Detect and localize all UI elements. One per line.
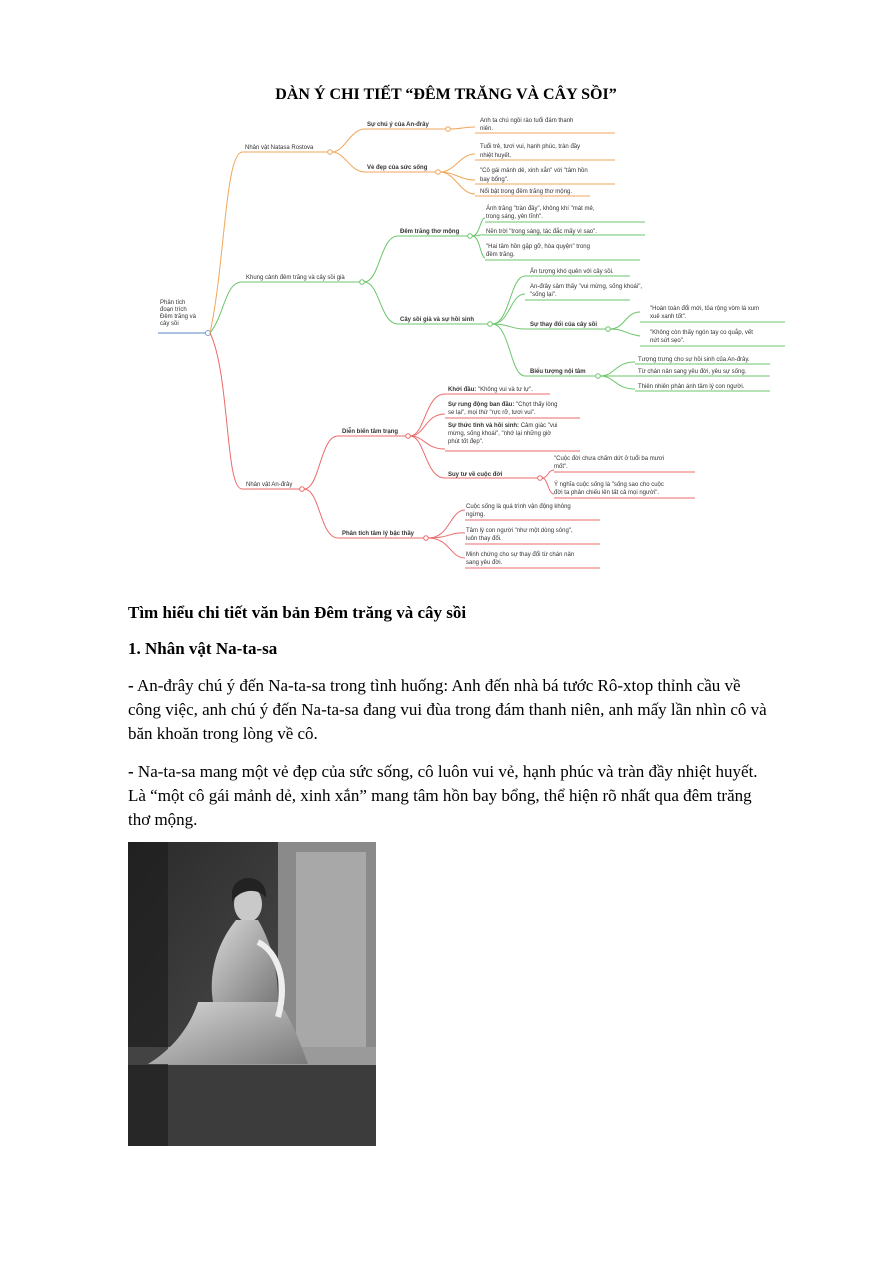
svg-text:"Cô gái mảnh dẻ, xinh xắn" với: "Cô gái mảnh dẻ, xinh xắn" với "tâm hồn: [480, 168, 588, 174]
svg-text:luôn thay đổi.: luôn thay đổi.: [466, 536, 502, 542]
svg-text:Thiên nhiên phản ánh tâm lý co: Thiên nhiên phản ánh tâm lý con người.: [638, 384, 745, 390]
section-heading: Tìm hiểu chi tiết văn bản Đêm trăng và cây sồi: [128, 603, 467, 622]
mind-map: [130, 114, 790, 574]
page-title: DÀN Ý CHI TIẾT “ĐÊM TRĂNG VÀ CÂY SỒI”: [275, 86, 617, 103]
svg-text:mừng, sống khoái", "nhớ lại nh: mừng, sống khoái", "nhớ lại những giờ: [448, 431, 552, 437]
svg-text:Anh ta chú ngồi rào tuổi đám t: Anh ta chú ngồi rào tuổi đám thanh: [480, 118, 574, 124]
svg-text:Sự chú ý của An-đrây: Sự chú ý của An-đrây: [367, 122, 429, 128]
svg-text:nhiệt huyết.: nhiệt huyết.: [480, 153, 512, 159]
svg-text:Sự rung động ban đầu: "Chợt th: Sự rung động ban đầu: "Chợt thấy lòng: [448, 402, 558, 408]
sub-heading: 1. Nhân vật Na-ta-sa: [128, 639, 278, 658]
svg-text:Tâm lý con người "như một dòng: Tâm lý con người "như một dòng sông",: [466, 528, 573, 534]
mindmap-root: [158, 300, 211, 336]
svg-text:Cây sồi già và sự hồi sinh: Cây sồi già và sự hồi sinh: [400, 317, 475, 323]
svg-text:Tượng trưng cho sự hồi sinh củ: Tượng trưng cho sự hồi sinh của An-đrây.: [638, 357, 750, 363]
svg-text:An-đrây sâm thấy "vui mừng, số: An-đrây sâm thấy "vui mừng, sống khoái",: [530, 284, 642, 290]
svg-text:Sự thay đổi của cây sồi: Sự thay đổi của cây sồi: [530, 322, 598, 328]
svg-text:Ấn tượng khó quên với cây sồi.: Ấn tượng khó quên với cây sồi.: [530, 269, 614, 275]
svg-text:Nền trời "trong sáng, tác đắc: Nền trời "trong sáng, tác đắc mấy vì sao".: [486, 229, 597, 235]
paragraph-2: - Na-ta-sa mang một vẻ đẹp của sức sống, cô luôn vui vẻ, hạnh phúc và tràn đầy nhiệt huyết. Là “một cô gái mảnh dẻ, xinh xắn” mang tâm hồn bay bổng, thể hiện rõ nhất qua đêm trăng thơ mộng.: [128, 762, 758, 829]
svg-text:bay bổng".: bay bổng".: [480, 177, 509, 183]
svg-text:Phân tích tâm lý bậc thầy: Phân tích tâm lý bậc thầy: [342, 531, 415, 537]
svg-text:Phân tích: Phân tích: [160, 300, 186, 306]
svg-text:Sự thức tỉnh và hồi sinh: Cảm: Sự thức tỉnh và hồi sinh: Cảm giác "vui: [448, 423, 558, 429]
svg-text:Diễn biến tâm trạng: Diễn biến tâm trạng: [342, 429, 399, 435]
svg-text:xuê xanh tốt".: xuê xanh tốt".: [650, 314, 687, 320]
svg-text:se lại", mọi thứ "rực rỡ, tươi: se lại", mọi thứ "rực rỡ, tươi vui".: [448, 410, 536, 416]
svg-text:Cuộc sống là quá trình vận độn: Cuộc sống là quá trình vận động không: [466, 504, 571, 510]
svg-text:Nhân vật An-đrây: Nhân vật An-đrây: [246, 482, 293, 488]
svg-text:Tuổi trẻ, tươi vui, hạnh phúc,: Tuổi trẻ, tươi vui, hạnh phúc, tràn đầy: [480, 144, 581, 150]
svg-text:"Cuộc đời chưa chấm dứt ở tuổi: "Cuộc đời chưa chấm dứt ở tuổi ba mươi: [554, 456, 665, 462]
svg-text:trong sáng, yên tĩnh".: trong sáng, yên tĩnh".: [486, 214, 543, 220]
mindmap-branch-andrey-text: [246, 387, 664, 566]
svg-text:"Hai tâm hồn gặp gỡ, hòa quyện: "Hai tâm hồn gặp gỡ, hòa quyện" trong: [486, 244, 590, 250]
svg-text:nứt sứt sẹo".: nứt sứt sẹo".: [650, 338, 685, 344]
svg-text:Ánh trăng "tràn đầy", không kh: Ánh trăng "tràn đầy", không khí "mát mẻ,: [486, 206, 595, 212]
svg-text:niên.: niên.: [480, 126, 494, 132]
svg-text:sang yêu đời.: sang yêu đời.: [466, 560, 503, 566]
paragraph-1: - An-đrây chú ý đến Na-ta-sa trong tình huống: Anh đến nhà bá tước Rô-xtop thỉnh cầu về công việc, anh chú ý đến Na-ta-sa đang vui đùa trong đám thanh niên, anh mấy lần nhìn cô và băn khoăn trong lòng về cô.: [128, 676, 767, 743]
svg-text:mốt".: mốt".: [554, 464, 568, 470]
svg-text:Khung cảnh đêm trăng và cây sồ: Khung cảnh đêm trăng và cây sồi già: [246, 275, 345, 281]
svg-text:đêm trăng.: đêm trăng.: [486, 252, 515, 258]
svg-text:cây sồi: cây sồi: [160, 321, 179, 327]
svg-text:ngừng.: ngừng.: [466, 512, 486, 518]
svg-text:Nổi bật trong đêm trăng thơ mộ: Nổi bật trong đêm trăng thơ mộng.: [480, 189, 572, 195]
svg-text:Ý nghĩa cuộc sống là "sống sao: Ý nghĩa cuộc sống là "sống sao cho cuộc: [554, 482, 664, 488]
svg-text:"sống lại".: "sống lại".: [530, 292, 557, 298]
svg-text:đoạn trích: đoạn trích: [160, 307, 187, 313]
svg-text:Vẻ đẹp của sức sống: Vẻ đẹp của sức sống: [367, 165, 428, 171]
svg-text:Đêm trăng và: Đêm trăng và: [160, 314, 197, 320]
svg-text:đời ta phản chiếu lên tất cả m: đời ta phản chiếu lên tất cả mọi người".: [554, 490, 660, 496]
svg-text:Từ chán nản sang yêu đời, yêu: Từ chán nản sang yêu đời, yêu sự sống.: [638, 369, 747, 375]
svg-text:phút tốt đẹp".: phút tốt đẹp".: [448, 439, 484, 445]
svg-text:Biểu tượng nội tâm: Biểu tượng nội tâm: [530, 369, 586, 375]
natasha-illustration: [128, 842, 376, 1146]
svg-text:Nhân vật Natasa Rostova: Nhân vật Natasa Rostova: [245, 145, 314, 151]
svg-text:Minh chứng cho sự thay đổi từ: Minh chứng cho sự thay đổi từ chán nản: [466, 552, 575, 558]
mindmap-branch-andrey: [210, 333, 695, 568]
svg-text:Suy tư về cuộc đời: Suy tư về cuộc đời: [448, 472, 503, 478]
svg-text:Đêm trăng thơ mộng: Đêm trăng thơ mộng: [400, 229, 460, 235]
mindmap-branch-scene-text: [246, 205, 759, 390]
svg-text:"Hoàn toàn đổi mới, tỏa rộng v: "Hoàn toàn đổi mới, tỏa rộng vòm lá xum: [650, 306, 760, 312]
svg-text:Khởi đầu: "Không vui và tư lự": Khởi đầu: "Không vui và tư lự".: [448, 387, 533, 393]
svg-text:"Không còn thấy ngón tay co qu: "Không còn thấy ngón tay co quắp, vết: [650, 330, 753, 336]
